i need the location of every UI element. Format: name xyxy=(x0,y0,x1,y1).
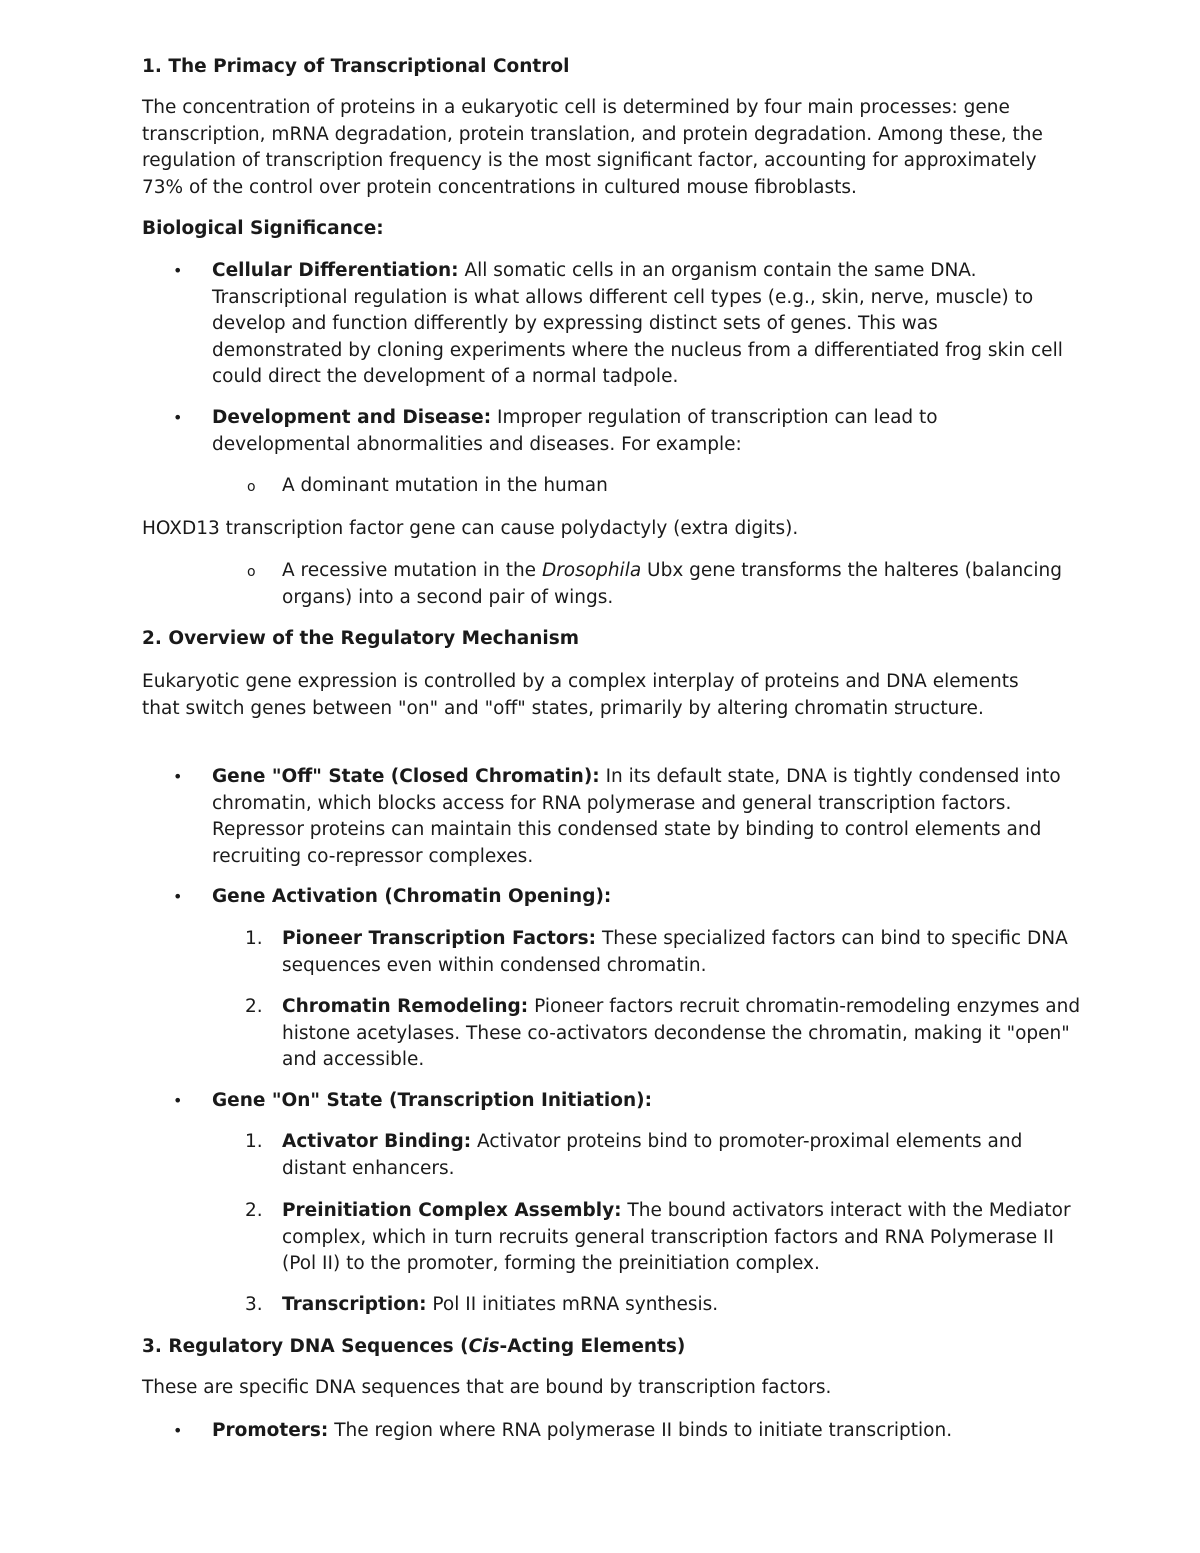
text-segment: Ubx gene transforms the halteres (balancing organs) into a second pair of wings. xyxy=(282,560,1062,608)
bullet-marker: • xyxy=(173,1421,183,1440)
text-segment: -Acting Elements) xyxy=(499,1336,686,1357)
bullet-marker: • xyxy=(173,887,183,906)
bullet-gene-off-state xyxy=(212,764,1072,870)
step-text: Activator proteins bind to promoter-proximal elements and distant enhancers. xyxy=(282,1131,1023,1179)
step-text: Pol II initiates mRNA synthesis. xyxy=(426,1294,719,1315)
step-text: Pioneer factors recruit chromatin-remodeling enzymes and histone acetylases. These co-activators decondense the chromatin, making it "open" and accessible. xyxy=(282,996,1081,1070)
step-chromatin-remodeling xyxy=(282,994,1082,1074)
bullet-label: Gene Activation (Chromatin Opening): xyxy=(212,886,612,907)
bullet-marker: • xyxy=(173,1091,183,1110)
sub-bullet-marker: o xyxy=(247,479,256,495)
step-number: 2. xyxy=(245,996,263,1017)
step-pioneer-factors xyxy=(282,926,1082,979)
continuation-text: HOXD13 transcription factor gene can cause polydactyly (extra digits). xyxy=(142,518,799,539)
section-3-heading xyxy=(142,1334,1062,1361)
bullet-promoters xyxy=(212,1418,1072,1445)
italic-term: Drosophila xyxy=(541,560,642,581)
bullet-marker: • xyxy=(173,408,183,427)
step-text: The bound activators interact with the Mediator complex, which in turn recruits general transcription factors and RNA Polymerase II (Pol II) to the promoter, forming the preinitiation complex. xyxy=(282,1200,1071,1274)
bullet-gene-on-state xyxy=(212,1088,1072,1115)
section-3-intro: These are specific DNA sequences that are bound by transcription factors. xyxy=(142,1377,832,1398)
text-segment: 3. Regulatory DNA Sequences ( xyxy=(142,1336,469,1357)
bullet-label: Cellular Differentiation: xyxy=(212,260,459,281)
section-2-heading: 2. Overview of the Regulatory Mechanism xyxy=(142,628,580,649)
bullet-gene-activation xyxy=(212,884,1072,911)
section-1-subheading: Biological Significance: xyxy=(142,218,384,239)
sub-bullet-recessive-mutation xyxy=(282,558,1082,611)
section-2-intro: Eukaryotic gene expression is controlled by a complex interplay of proteins and DNA elements that switch genes between "on" and "off" states, primarily by altering chromatin structure. xyxy=(142,671,1019,719)
bullet-marker: • xyxy=(173,767,183,786)
step-label: Activator Binding: xyxy=(282,1131,472,1152)
step-label: Chromatin Remodeling: xyxy=(282,996,529,1017)
step-label: Preinitiation Complex Assembly: xyxy=(282,1200,622,1221)
step-number: 1. xyxy=(245,1131,263,1152)
section-1-heading: 1. The Primacy of Transcriptional Control xyxy=(142,56,570,77)
step-preinitiation-complex xyxy=(282,1198,1082,1278)
bullet-label: Development and Disease: xyxy=(212,407,492,428)
sub-bullet-dominant-mutation: A dominant mutation in the human xyxy=(282,475,608,496)
step-transcription xyxy=(282,1292,1082,1319)
step-label: Pioneer Transcription Factors: xyxy=(282,928,597,949)
step-number: 2. xyxy=(245,1200,263,1221)
bullet-label: Promoters: xyxy=(212,1420,329,1441)
step-activator-binding xyxy=(282,1129,1082,1182)
sub-bullet-marker: o xyxy=(247,564,256,580)
italic-term: Cis xyxy=(468,1336,500,1357)
bullet-label: Gene "Off" State (Closed Chromatin): xyxy=(212,766,600,787)
step-text: These specialized factors can bind to specific DNA sequences even within condensed chromatin. xyxy=(282,928,1068,976)
step-number: 3. xyxy=(245,1294,263,1315)
step-number: 1. xyxy=(245,928,263,949)
bullet-text: The region where RNA polymerase II binds to initiate transcription. xyxy=(328,1420,953,1441)
bullet-text: Improper regulation of transcription can lead to developmental abnormalities and diseases. For example: xyxy=(212,407,938,455)
bullet-label: Gene "On" State (Transcription Initiation): xyxy=(212,1090,652,1111)
text-segment: A recessive mutation in the xyxy=(282,560,542,581)
bullet-text: All somatic cells in an organism contain the same DNA. Transcriptional regulation is what allows different cell types (e.g., skin, nerve, muscle) to develop and function differently by expressing distinct sets of genes. This was demonstrated by cloning experiments where the nucleus from a differentiated frog skin cell could direct the development of a normal tadpole. xyxy=(212,260,1063,387)
bullet-text: In its default state, DNA is tightly condensed into chromatin, which blocks access for RNA polymerase and general transcription factors. Repressor proteins can maintain this condensed state by binding to control elements and recruiting co-repressor complexes. xyxy=(212,766,1061,867)
section-1-intro: The concentration of proteins in a eukaryotic cell is determined by four main processes: gene transcription, mRNA degradation, protein translation, and protein degradation. Among these, the regulation of transcription frequency is the most significant factor, accounting for approximately 73% of the control over protein concentrations in cultured mouse fibroblasts. xyxy=(142,97,1043,198)
bullet-development-disease xyxy=(212,405,1072,458)
bullet-cellular-differentiation xyxy=(212,258,1072,391)
step-label: Transcription: xyxy=(282,1294,427,1315)
bullet-marker: • xyxy=(173,261,183,280)
